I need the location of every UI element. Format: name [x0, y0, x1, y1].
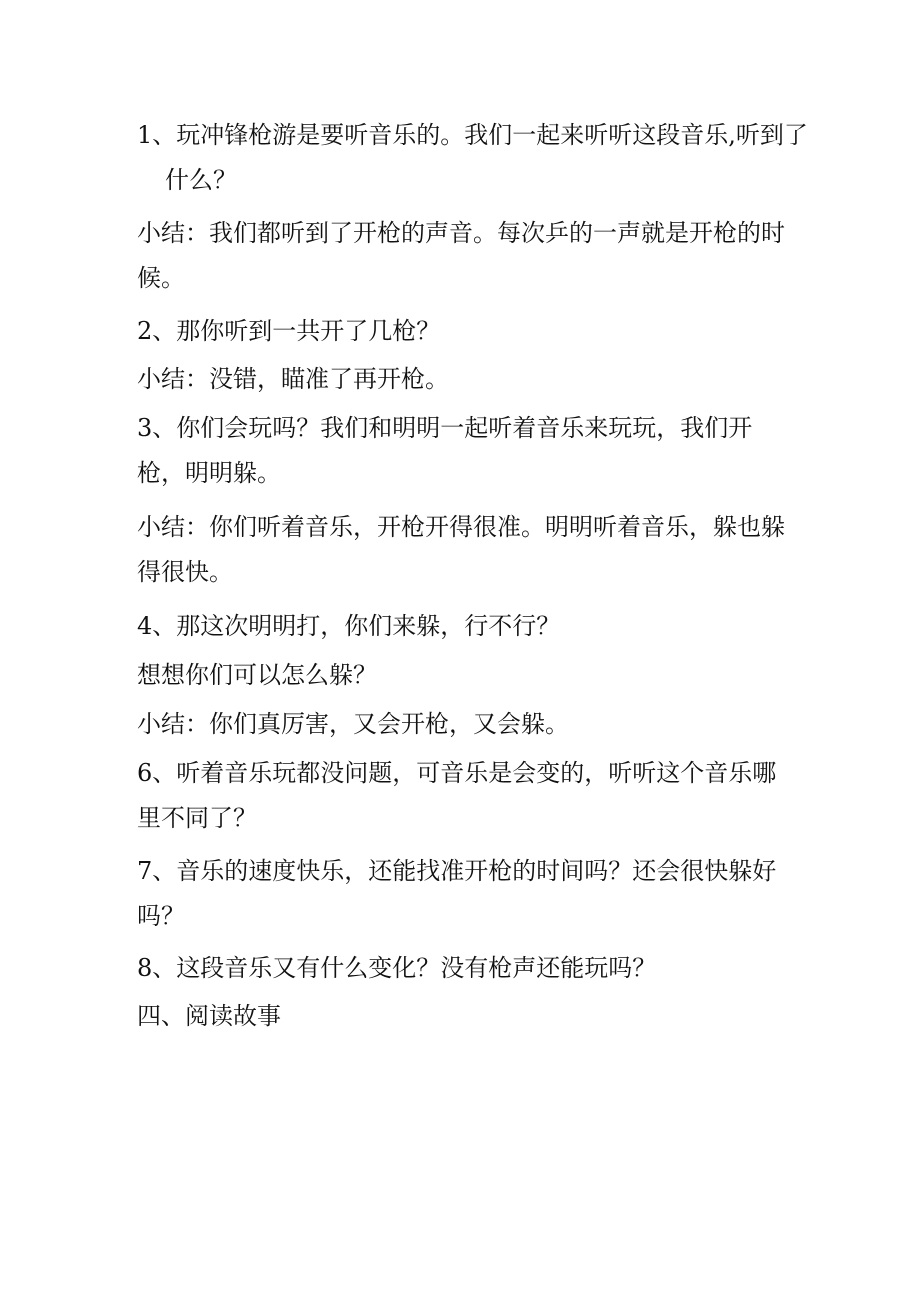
question-7: 7、音乐的速度快乐，还能找准开枪的时间吗？还会很快躲好吗？	[137, 857, 777, 930]
question-3: 3、你们会玩吗？我们和明明一起听着音乐来玩玩，我们开枪，明明躲。	[137, 414, 753, 487]
summary-3: 小结：你们听着音乐，开枪开得很准。明明听着音乐，躲也躲得很快。	[137, 513, 785, 586]
question-8: 8、这段音乐又有什么变化？没有枪声还能玩吗？	[137, 954, 657, 982]
question-2: 2、那你听到一共开了几枪？	[137, 317, 441, 345]
summary-1: 小结：我们都听到了开枪的声音。每次乒的一声就是开枪的时候。	[137, 219, 785, 292]
question-4: 4、那这次明明打，你们来躲，行不行？	[137, 612, 561, 640]
summary-2: 小结：没错，瞄准了再开枪。	[137, 365, 449, 393]
section-heading-reading-story: 四、阅读故事	[137, 1002, 281, 1030]
question-6: 6、听着音乐玩都没问题，可音乐是会变的，听听这个音乐哪里不同了？	[137, 759, 777, 832]
summary-4: 小结：你们真厉害，又会开枪，又会躲。	[137, 710, 569, 738]
question-4-followup: 想想你们可以怎么躲？	[137, 661, 377, 689]
question-1: 1、玩冲锋枪游是要听音乐的。我们一起来听听这段音乐,听到了什么？	[137, 121, 808, 194]
